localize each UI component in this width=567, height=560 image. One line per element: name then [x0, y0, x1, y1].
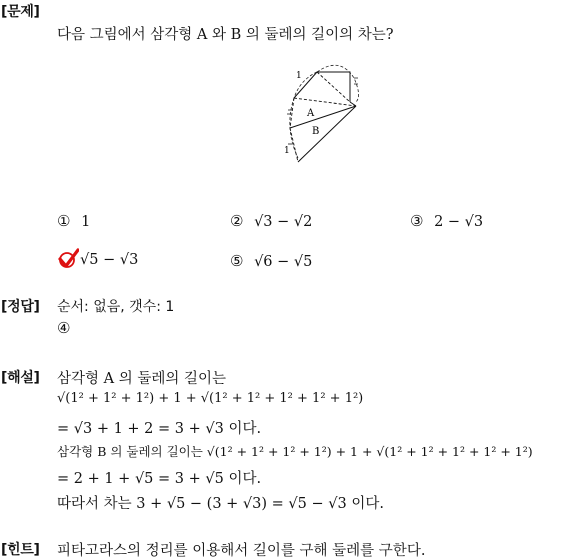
triangle-figure [270, 58, 380, 170]
explanation-line-2: √(1² + 1² + 1²) + 1 + √(1² + 1² + 1² + 1² + 1²) [57, 391, 364, 406]
option-5-expr: √6 − √5 [254, 254, 313, 270]
explanation-line-3: = √3 + 1 + 2 = 3 + √3 이다. [57, 421, 262, 437]
option-1-expr: 1 [81, 214, 91, 230]
figure-label-b: B [312, 126, 320, 137]
option-3[interactable] [410, 212, 483, 230]
option-1[interactable] [57, 212, 90, 230]
explanation-line-4: 삼각형 B 의 둘레의 길이는 √(1² + 1² + 1² + 1²) + 1 + √(1² + 1² + 1² + 1² + 1²) [57, 444, 533, 459]
answer-meta: 순서: 없음, 갯수: 1 [57, 299, 175, 315]
problem-label: [문제] [1, 4, 40, 20]
option-2-mark: ② [230, 212, 244, 230]
figure-label-one-top: 1 [296, 71, 302, 81]
option-3-mark: ③ [410, 212, 424, 230]
explanation-line-6: 따라서 차는 3 + √5 − (3 + √3) = √5 − √3 이다. [57, 496, 384, 512]
option-4-expr: √5 − √3 [80, 252, 139, 268]
option-4[interactable] [80, 252, 138, 268]
option-5[interactable] [230, 252, 312, 270]
option-2-expr: √3 − √2 [254, 214, 313, 230]
explanation-label: [해설] [1, 370, 40, 386]
explanation-line-5: = 2 + 1 + √5 = 3 + √5 이다. [57, 471, 262, 487]
checkmark-icon [57, 248, 79, 270]
option-3-expr: 2 − √3 [434, 214, 484, 230]
answer-label: [정답] [1, 299, 40, 315]
question-text: 다음 그림에서 삼각형 A 와 B 의 둘레의 길이의 차는? [57, 27, 394, 43]
hint-label: [힌트] [1, 542, 40, 558]
figure-label-a: A [307, 108, 315, 119]
explanation-line-1: 삼각형 A 의 둘레의 길이는 [57, 371, 226, 387]
answer-value: ④ [57, 319, 71, 337]
option-2[interactable] [230, 212, 312, 230]
option-5-mark: ⑤ [230, 252, 244, 270]
hint-text: 피타고라스의 정리를 이용해서 길이를 구해 둘레를 구한다. [57, 543, 426, 559]
option-1-mark: ① [57, 212, 71, 230]
figure-label-one-bottom: 1 [284, 146, 290, 156]
